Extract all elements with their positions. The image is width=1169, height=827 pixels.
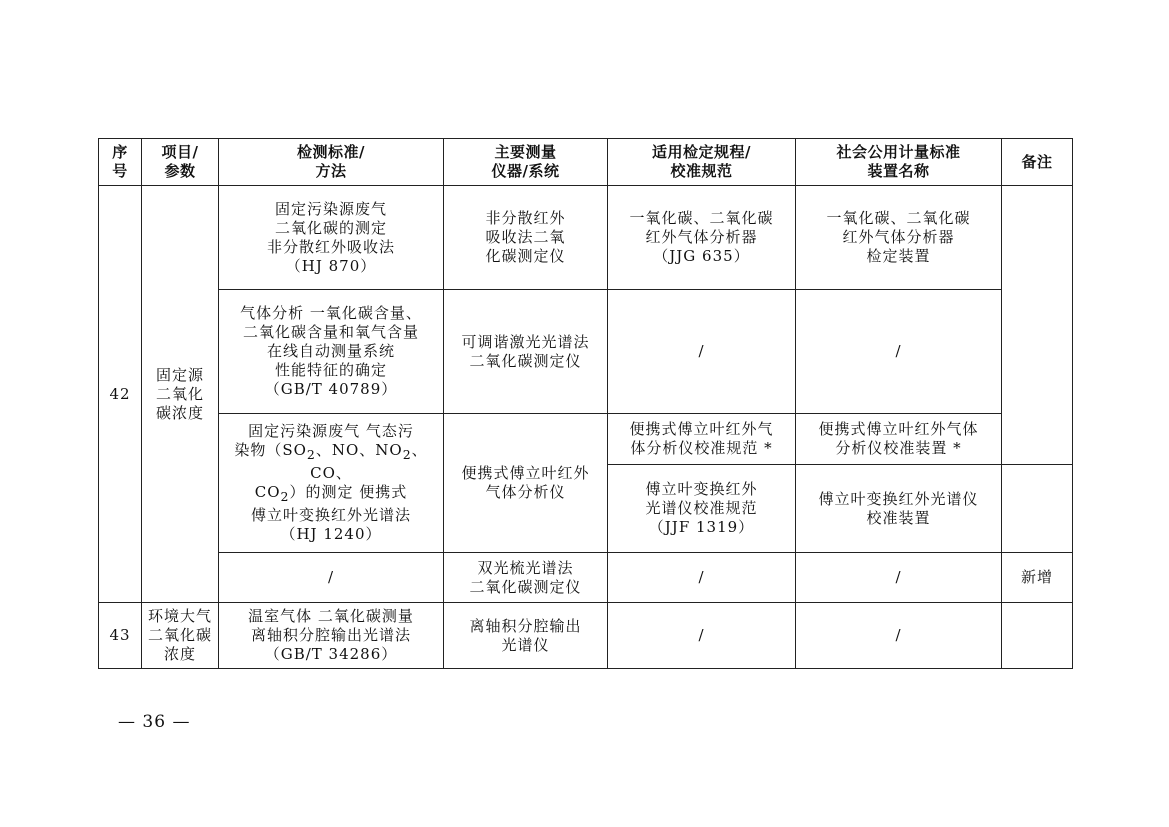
cell-standard-43: 温室气体 二氧化碳测量 离轴积分腔输出光谱法 （GB/T 34286） (219, 603, 444, 669)
cell-device-43: / (796, 603, 1002, 669)
cell-device-42c2: 傅立叶变换红外光谱仪 校准装置 (796, 465, 1002, 553)
cell-standard-42b: 气体分析 一氧化碳含量、 二氧化碳含量和氧气含量 在线自动测量系统 性能特征的确定 （GB/T 40789） (219, 290, 444, 414)
table-row (99, 290, 1073, 414)
standard-42c-line3-pre: CO (254, 483, 281, 501)
cell-item-43: 环境大气 二氧化碳 浓度 (142, 603, 219, 669)
standard-42c-line2-pre: 染物（SO (234, 441, 307, 459)
cell-device-42b: / (796, 290, 1002, 414)
cell-standard-42c (219, 414, 444, 553)
table-row (99, 186, 1073, 290)
cell-standard-42a: 固定污染源废气 二氧化碳的测定 非分散红外吸收法 （HJ 870） (219, 186, 444, 290)
header-item: 项目/ 参数 (142, 139, 219, 186)
cell-device-42d: / (796, 553, 1002, 603)
table-row (99, 553, 1073, 603)
table-row (99, 603, 1073, 669)
subscript-2: 2 (306, 447, 316, 462)
cell-regulation-42c1: 便携式傅立叶红外气 体分析仪校准规范 * (608, 414, 796, 465)
cell-remark-42c2 (1002, 465, 1073, 553)
standard-42c-sep2: 、CO、 (310, 441, 428, 482)
standard-42c-line4: 傅立叶变换红外光谱法 (250, 506, 411, 524)
cell-instrument-42b: 可调谐激光光谱法 二氧化碳测定仪 (444, 290, 608, 414)
cell-regulation-42a: 一氧化碳、二氧化碳 红外气体分析器 （JJG 635） (608, 186, 796, 290)
cell-instrument-42d: 双光梳光谱法 二氧化碳测定仪 (444, 553, 608, 603)
subscript-2: 2 (280, 489, 290, 504)
table-header-row (99, 139, 1073, 186)
page-number: — 36 — (118, 712, 191, 732)
standard-42c-line5: （HJ 1240） (280, 525, 382, 543)
cell-regulation-42b: / (608, 290, 796, 414)
header-instrument: 主要测量 仪器/系统 (444, 139, 608, 186)
cell-regulation-43: / (608, 603, 796, 669)
cell-remark-43 (1002, 603, 1073, 669)
cell-device-42a: 一氧化碳、二氧化碳 红外气体分析器 检定装置 (796, 186, 1002, 290)
cell-remark-42d: 新增 (1002, 553, 1073, 603)
header-remark: 备注 (1002, 139, 1073, 186)
cell-instrument-43: 离轴积分腔输出 光谱仪 (444, 603, 608, 669)
cell-regulation-42c2: 傅立叶变换红外 光谱仪校准规范 （JJF 1319） (608, 465, 796, 553)
cell-instrument-42c: 便携式傅立叶红外 气体分析仪 (444, 414, 608, 553)
cell-seq-43: 43 (99, 603, 142, 669)
cell-seq-42: 42 (99, 186, 142, 603)
header-regulation: 适用检定规程/ 校准规范 (608, 139, 796, 186)
standard-42c-line1: 固定污染源废气 气态污 (248, 422, 414, 440)
standard-42c-sep1: 、NO、NO (315, 441, 403, 459)
table-row (99, 414, 1073, 465)
cell-item-42: 固定源 二氧化 碳浓度 (142, 186, 219, 603)
header-seq: 序 号 (99, 139, 142, 186)
cell-instrument-42a: 非分散红外 吸收法二氧 化碳测定仪 (444, 186, 608, 290)
header-standard: 检测标准/ 方法 (219, 139, 444, 186)
header-device: 社会公用计量标准 装置名称 (796, 139, 1002, 186)
standards-table (98, 138, 1073, 669)
subscript-2: 2 (402, 447, 412, 462)
cell-device-42c1: 便携式傅立叶红外气体 分析仪校准装置 * (796, 414, 1002, 465)
cell-regulation-42d: / (608, 553, 796, 603)
cell-standard-42d: / (219, 553, 444, 603)
cell-remark-42a (1002, 186, 1073, 465)
standard-42c-line3-post: ）的测定 便携式 (289, 483, 408, 501)
